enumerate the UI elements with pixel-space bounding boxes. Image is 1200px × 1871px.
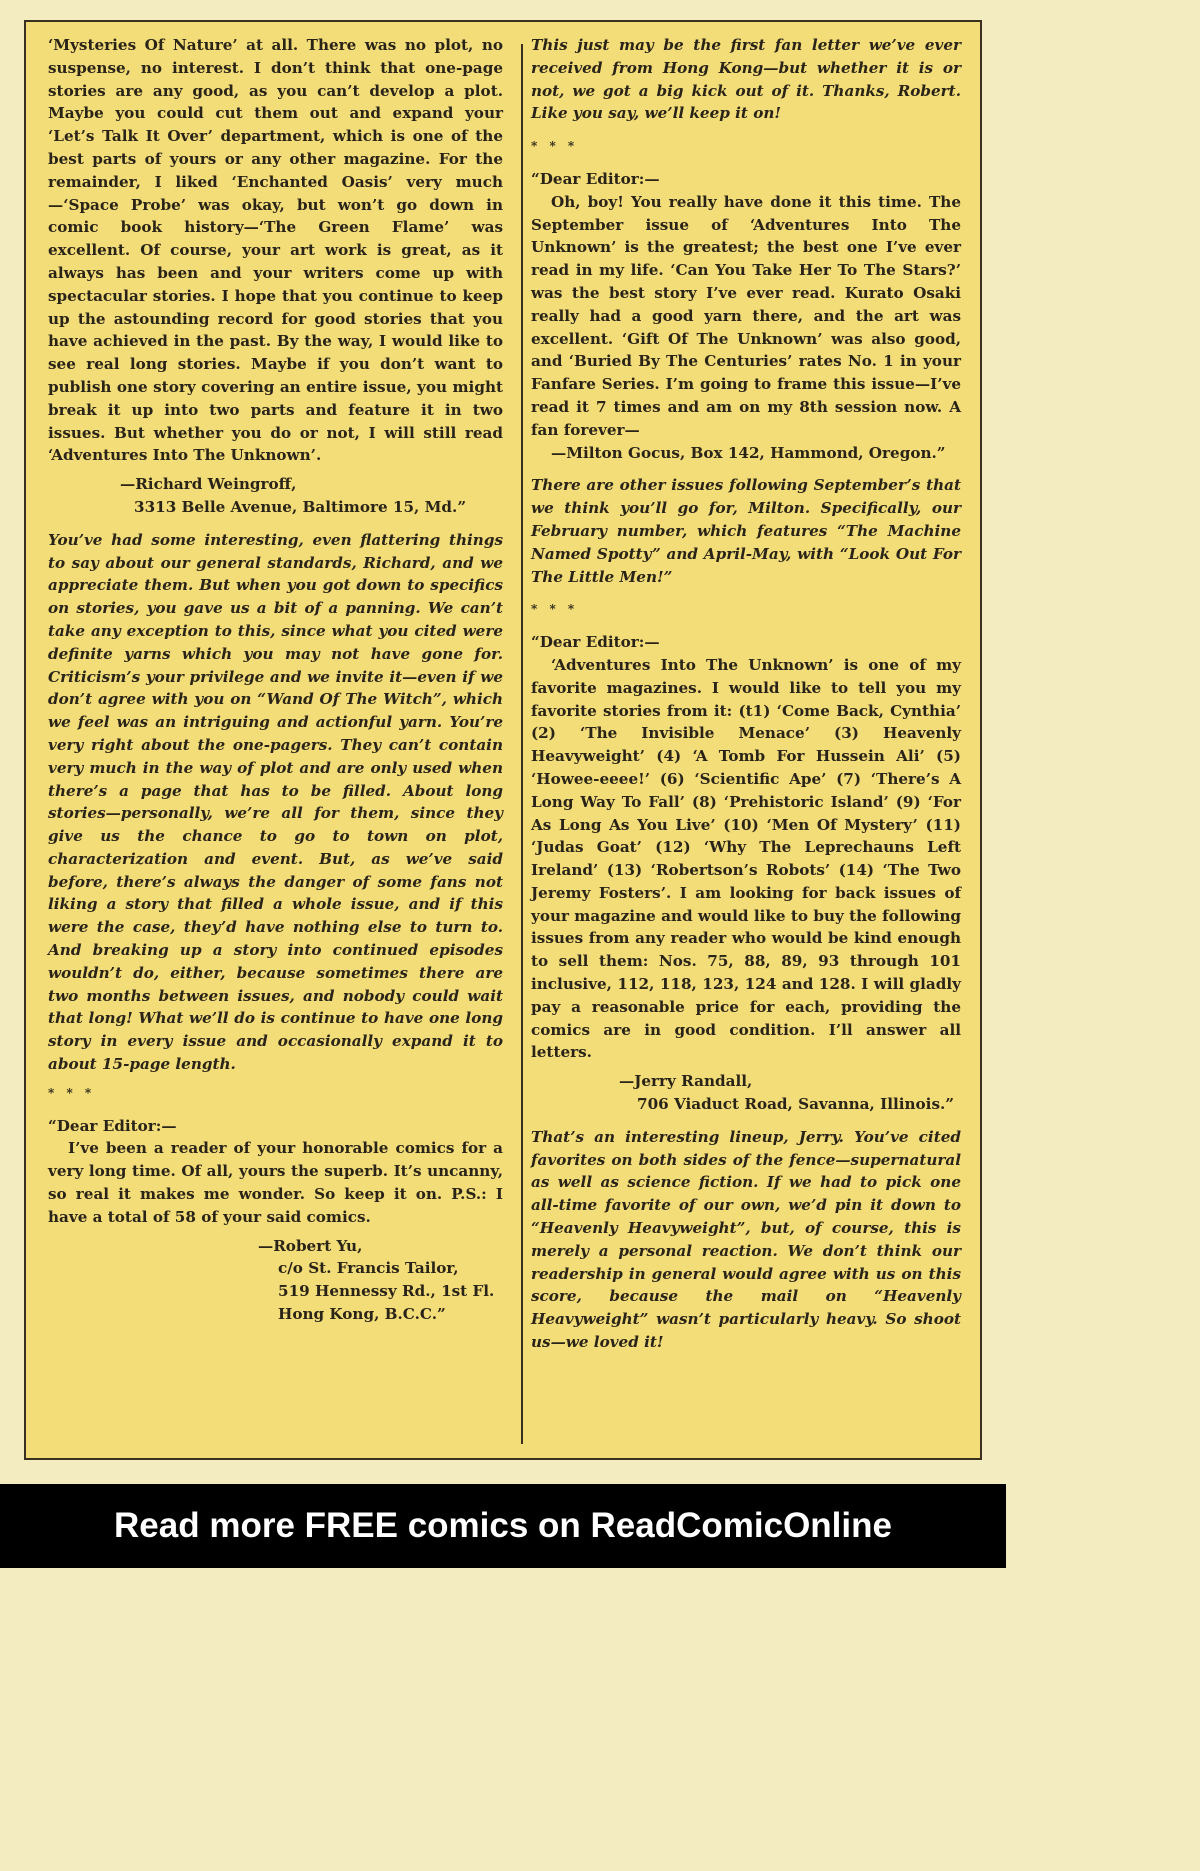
letter2-salutation: “Dear Editor:— — [48, 1116, 177, 1135]
letter1-signature-address: 3313 Belle Avenue, Baltimore 15, Md.” — [134, 497, 467, 516]
editor-reply-milton: There are other issues following September’s that we think you’ll go for, Milton. Specifically, our February number, which features “The Machine Named Spotty” and April-May, with “Look Out For The Little Men!” — [531, 476, 961, 586]
letter2-body: I’ve been a reader of your honorable comics for a very long time. Of all, yours the superb. It’s uncanny, so real it makes me wonder. So keep it on. P.S.: I have a total of 58 of your said comics. — [48, 1139, 503, 1226]
promo-banner[interactable]: Read more FREE comics on ReadComicOnline — [0, 1484, 1006, 1568]
letter4-salutation: “Dear Editor:— — [531, 633, 660, 652]
separator: * * * — [48, 1085, 96, 1100]
letter4-body: ‘Adventures Into The Unknown’ is one of my favorite magazines. I would like to tell you my favorite stories from it: (t1) ‘Come Back, Cynthia’ (2) ‘The Invisible Menace’ (3) Heavenly Heavyweight’ (4) ‘A Tomb For Hussein Ali’ (5) ‘Howee-eeee!’ (6) ‘Scientific Ape’ (7) ‘There’s A Long Way To Fall’ (8) ‘Prehistoric Island’ (9) ‘For As Long As You Live’ (10) ‘Men Of Mystery’ (11) ‘Judas Goat’ (12) ‘Why The Leprechauns Left Ireland’ (13) ‘Robertson’s Robots’ (14) ‘The Two Jeremy Fosters’. I am looking for back issues of your magazine and would like to buy the following issues from any reader who would be kind enough to sell them: Nos. 75, 88, 89, 93 through 101 inclusive, 112, 118, 123, 124 and 128. I will gladly pay a reasonable price for each, providing the comics are in good condition. I’ll answer all letters. — [531, 655, 961, 1062]
letter3-signature: —Milton Gocus, Box 142, Hammond, Oregon.” — [551, 443, 946, 462]
right-column — [531, 34, 961, 1354]
letter2-signature-line: c/o St. Francis Tailor, — [278, 1259, 459, 1278]
editor-reply-richard: You’ve had some interesting, even flattering things to say about our general standards, Richard, and we appreciate them. But when you got down to specifics on stories, you gave us a bit of a panning. We can’t take any exception to this, since what you cited were definite yarns which you may not have gone for. Criticism’s your privilege and we invite it—even if we don’t agree with you on “Wand Of The Witch”, which we feel was an intriguing and actionful yarn. You’re very right about the one-pagers. They can’t contain very much in the way of plot and are only used when there’s a page that has to be filled. About long stories—personally, we’re all for them, since they give us the chance to go to town on plot, characterization and event. But, as we’ve said before, there’s always the danger of some fans not liking a story that filled a whole issue, and if this were the case, they’d have nothing else to turn to. And breaking up a story into continued episodes wouldn’t do, either, because sometimes there are two months between issues, and nobody could wait that long! What we’ll do is continue to have one long story in every issue and occasionally expand it to about 15-page length. — [48, 530, 503, 1074]
letter4-signature-address: 706 Viaduct Road, Savanna, Illinois.” — [637, 1095, 955, 1114]
letter2-signature-name: —Robert Yu, — [258, 1236, 363, 1255]
letter2-signature-line: Hong Kong, B.C.C.” — [278, 1305, 446, 1324]
letter1-signature-name: —Richard Weingroff, — [120, 475, 297, 494]
left-column — [48, 34, 503, 1326]
editor-reply-robert: This just may be the first fan letter we’ve ever received from Hong Kong—but whether it is or not, we got a big kick out of it. Thanks, Robert. Like you say, we’ll keep it on! — [531, 36, 961, 123]
letter1-continuation: ‘Mysteries Of Nature’ at all. There was no plot, no suspense, no interest. I don’t think that one-page stories are any good, as you can’t develop a plot. Maybe you could cut them out and expand your ‘Let’s Talk It Over’ department, which is one of the best parts of yours or any other magazine. For the remainder, I liked ‘Enchanted Oasis’ very much—‘Space Probe’ was okay, but won’t go down in comic book history—‘The Green Flame’ was excellent. Of course, your art work is great, as it always has been and your writers come up with spectacular stories. I hope that you continue to keep up the astounding record for good stories that you have achieved in the past. By the way, I would like to see real long stories. Maybe if you don’t want to publish one story covering an entire issue, you might break it up into two parts and feature it in two issues. But whether you do or not, I will still read ‘Adventures Into The Unknown’. — [48, 36, 503, 465]
editor-reply-jerry: That’s an interesting lineup, Jerry. You’ve cited favorites on both sides of the fence—supernatural as well as science fiction. If we had to pick one all-time favorite of our own, we’d pin it down to “Heavenly Heavyweight”, but, of course, this is merely a personal reaction. We don’t think our readership in general would agree with us on this score, because the mail on “Heavenly Heavyweight” wasn’t particularly heavy. So shoot us—we loved it! — [531, 1127, 961, 1352]
separator: * * * — [531, 602, 579, 617]
letter3-salutation: “Dear Editor:— — [531, 169, 660, 188]
letter3-body: Oh, boy! You really have done it this time. The September issue of ‘Adventures Into The Unknown’ is the greatest; the best one I’ve ever read in my life. ‘Can You Take Her To The Stars?’ was the best story I’ve ever read. Kurato Osaki really had a good yarn there, and the art was excellent. ‘Gift Of The Unknown’ was also good, and ‘Buried By The Centuries’ rates No. 1 in your Fanfare Series. I’m going to frame this issue—I’ve read it 7 times and am on my 8th session now. A fan forever— — [531, 192, 961, 439]
separator: * * * — [531, 139, 579, 154]
column-divider — [521, 44, 523, 1444]
letter2-signature-line: 519 Hennessy Rd., 1st Fl. — [278, 1282, 495, 1301]
letters-page — [24, 20, 982, 1460]
letter4-signature-name: —Jerry Randall, — [619, 1072, 753, 1091]
